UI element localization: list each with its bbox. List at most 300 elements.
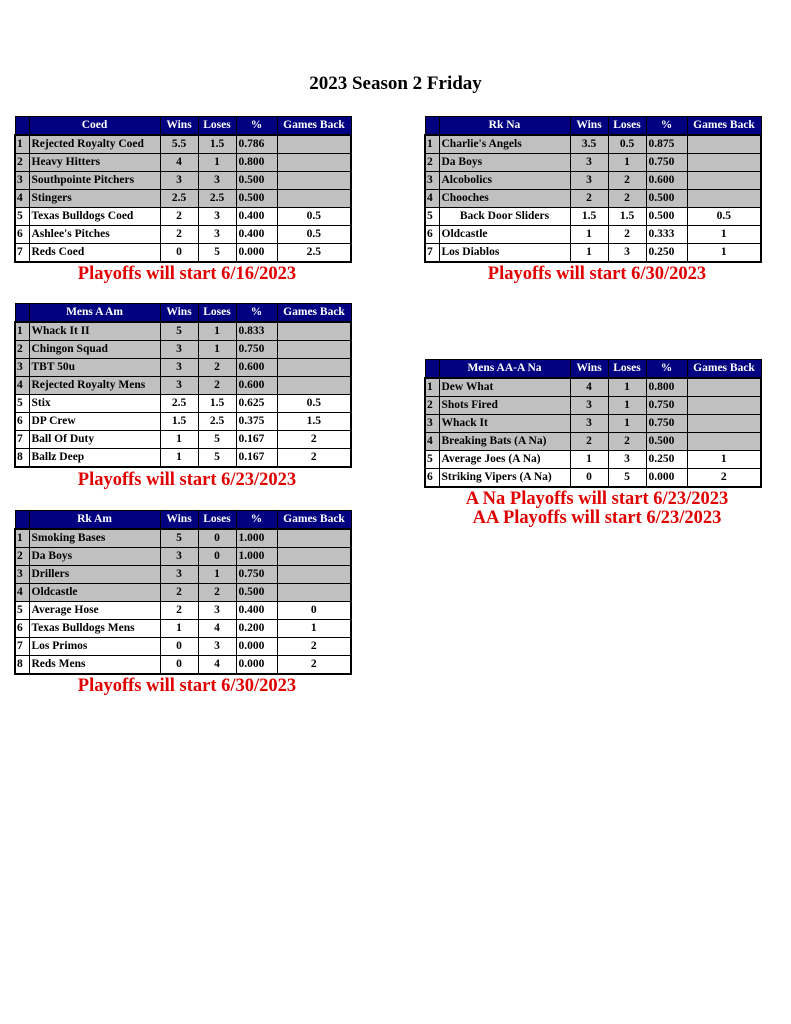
table-row	[425, 397, 761, 415]
rank-cell: 6	[15, 226, 29, 244]
column-header: Coed	[29, 117, 160, 136]
pct-cell: 0.600	[236, 359, 277, 377]
pct-cell: 0.500	[646, 433, 687, 451]
games-back-cell	[277, 341, 351, 359]
table-row	[425, 172, 761, 190]
rank-cell: 3	[425, 415, 439, 433]
games-back-cell	[277, 135, 351, 154]
team-cell: Los Diablos	[439, 244, 570, 263]
pct-cell: 0.000	[236, 244, 277, 263]
pct-cell: 0.500	[646, 208, 687, 226]
team-cell: Reds Coed	[29, 244, 160, 263]
team-cell: TBT 50u	[29, 359, 160, 377]
wins-cell: 3	[570, 154, 608, 172]
wins-cell: 0	[160, 638, 198, 656]
rank-cell: 1	[15, 529, 29, 548]
team-cell: Ball Of Duty	[29, 431, 160, 449]
column-header: Loses	[608, 360, 646, 379]
games-back-cell	[687, 397, 761, 415]
team-cell: Charlie's Angels	[439, 135, 570, 154]
loses-cell: 1.5	[198, 135, 236, 154]
loses-cell: 0	[198, 548, 236, 566]
games-back-cell	[277, 172, 351, 190]
wins-cell: 1	[570, 226, 608, 244]
mens-aa-a-na-standings-table	[424, 359, 762, 488]
rank-cell: 1	[425, 135, 439, 154]
wins-cell: 0	[160, 244, 198, 263]
aa-playoffs-note: AA Playoffs will start 6/23/2023	[472, 508, 722, 528]
games-back-cell: 1	[277, 620, 351, 638]
mens-a-am-playoffs-note: Playoffs will start 6/23/2023	[77, 470, 297, 490]
rank-cell: 2	[15, 548, 29, 566]
team-cell: Average Joes (A Na)	[439, 451, 570, 469]
rank-cell: 5	[15, 395, 29, 413]
loses-cell: 5	[608, 469, 646, 488]
rank-cell: 1	[425, 378, 439, 397]
loses-cell: 1	[608, 378, 646, 397]
loses-cell: 2	[198, 377, 236, 395]
coed-playoffs-note: Playoffs will start 6/16/2023	[77, 264, 297, 284]
pct-cell: 0.500	[236, 172, 277, 190]
games-back-cell	[277, 190, 351, 208]
rank-cell: 4	[425, 190, 439, 208]
pct-cell: 0.500	[236, 584, 277, 602]
games-back-cell: 0.5	[277, 226, 351, 244]
column-header: Loses	[198, 117, 236, 136]
team-cell: Texas Bulldogs Mens	[29, 620, 160, 638]
wins-cell: 2	[160, 602, 198, 620]
header-row	[15, 511, 351, 530]
table-row	[15, 638, 351, 656]
wins-cell: 1	[160, 620, 198, 638]
loses-cell: 4	[198, 620, 236, 638]
games-back-cell	[277, 566, 351, 584]
column-header: Wins	[570, 360, 608, 379]
rank-cell: 3	[15, 566, 29, 584]
header-row	[425, 360, 761, 379]
loses-cell: 1	[198, 341, 236, 359]
header-row	[425, 117, 761, 136]
wins-cell: 3	[570, 172, 608, 190]
games-back-cell	[687, 378, 761, 397]
column-header: Wins	[160, 511, 198, 530]
loses-cell: 2	[608, 433, 646, 451]
games-back-cell: 1	[687, 451, 761, 469]
team-cell: Oldcastle	[29, 584, 160, 602]
team-cell: Los Primos	[29, 638, 160, 656]
team-cell: Stingers	[29, 190, 160, 208]
wins-cell: 3	[570, 397, 608, 415]
table-row	[15, 154, 351, 172]
team-cell: Chingon Squad	[29, 341, 160, 359]
team-cell: DP Crew	[29, 413, 160, 431]
loses-cell: 2	[198, 359, 236, 377]
table-row	[15, 656, 351, 675]
pct-cell: 0.750	[646, 154, 687, 172]
table-row	[15, 431, 351, 449]
column-header: Rk Am	[29, 511, 160, 530]
table-row	[425, 190, 761, 208]
rank-cell: 3	[425, 172, 439, 190]
table-row	[15, 244, 351, 263]
team-cell: Heavy Hitters	[29, 154, 160, 172]
loses-cell: 1.5	[198, 395, 236, 413]
table-row	[15, 566, 351, 584]
rank-cell: 4	[425, 433, 439, 451]
rank-cell: 1	[15, 135, 29, 154]
games-back-cell: 2	[687, 469, 761, 488]
loses-cell: 2.5	[198, 413, 236, 431]
wins-cell: 2.5	[160, 395, 198, 413]
wins-cell: 1	[160, 431, 198, 449]
wins-cell: 5	[160, 322, 198, 341]
rank-cell: 3	[15, 172, 29, 190]
games-back-cell	[687, 135, 761, 154]
rank-cell: 2	[425, 154, 439, 172]
loses-cell: 1	[608, 397, 646, 415]
wins-cell: 4	[570, 378, 608, 397]
team-cell: Dew What	[439, 378, 570, 397]
table-row	[15, 449, 351, 468]
wins-cell: 1	[570, 244, 608, 263]
rank-cell: 8	[15, 656, 29, 675]
team-cell: Alcobolics	[439, 172, 570, 190]
pct-cell: 0.750	[236, 341, 277, 359]
rank-cell: 5	[425, 451, 439, 469]
pct-cell: 0.750	[646, 415, 687, 433]
games-back-cell: 1.5	[277, 413, 351, 431]
pct-cell: 0.500	[646, 190, 687, 208]
column-header: Games Back	[687, 360, 761, 379]
games-back-cell	[277, 154, 351, 172]
games-back-cell: 0.5	[277, 208, 351, 226]
team-cell: Back Door Sliders	[439, 208, 570, 226]
wins-cell: 3.5	[570, 135, 608, 154]
wins-cell: 1.5	[570, 208, 608, 226]
pct-cell: 0.375	[236, 413, 277, 431]
rank-cell: 6	[425, 469, 439, 488]
wins-cell: 2	[570, 190, 608, 208]
table-row	[15, 322, 351, 341]
rank-cell: 2	[15, 341, 29, 359]
team-cell: Shots Fired	[439, 397, 570, 415]
pct-cell: 0.000	[236, 656, 277, 675]
games-back-cell: 0	[277, 602, 351, 620]
rank-cell: 1	[15, 322, 29, 341]
pct-cell: 0.333	[646, 226, 687, 244]
column-header: Mens AA-A Na	[439, 360, 570, 379]
pct-cell: 0.750	[646, 397, 687, 415]
wins-cell: 1.5	[160, 413, 198, 431]
table-row	[425, 378, 761, 397]
pct-cell: 0.400	[236, 208, 277, 226]
pct-cell: 1.000	[236, 529, 277, 548]
column-header: Wins	[570, 117, 608, 136]
rank-cell: 5	[15, 602, 29, 620]
loses-cell: 1	[608, 415, 646, 433]
games-back-cell	[687, 172, 761, 190]
a-na-playoffs-note: A Na Playoffs will start 6/23/2023	[465, 489, 729, 509]
loses-cell: 1	[198, 154, 236, 172]
games-back-cell: 2	[277, 431, 351, 449]
wins-cell: 4	[160, 154, 198, 172]
table-row	[15, 529, 351, 548]
pct-cell: 0.400	[236, 226, 277, 244]
column-header: Loses	[198, 511, 236, 530]
table-row	[15, 172, 351, 190]
column-header: Rk Na	[439, 117, 570, 136]
table-row	[15, 602, 351, 620]
column-header: Mens A Am	[29, 304, 160, 323]
table-row	[15, 584, 351, 602]
column-header: Games Back	[277, 511, 351, 530]
wins-cell: 1	[570, 451, 608, 469]
standings-grid	[14, 303, 352, 468]
pct-cell: 0.800	[236, 154, 277, 172]
games-back-cell	[277, 548, 351, 566]
wins-cell: 2.5	[160, 190, 198, 208]
team-cell: Rejected Royalty Mens	[29, 377, 160, 395]
rk-am-standings-table	[14, 510, 352, 675]
games-back-cell	[277, 377, 351, 395]
pct-cell: 0.500	[236, 190, 277, 208]
pct-cell: 0.833	[236, 322, 277, 341]
column-header: %	[236, 304, 277, 323]
column-header: Games Back	[277, 117, 351, 136]
games-back-cell	[687, 154, 761, 172]
games-back-cell	[687, 433, 761, 451]
column-header	[15, 304, 29, 323]
table-row	[15, 208, 351, 226]
standings-grid	[14, 116, 352, 263]
pct-cell: 0.600	[236, 377, 277, 395]
games-back-cell: 0.5	[687, 208, 761, 226]
table-row	[425, 469, 761, 488]
column-header	[425, 117, 439, 136]
table-row	[15, 359, 351, 377]
team-cell: Whack It II	[29, 322, 160, 341]
loses-cell: 1	[198, 322, 236, 341]
table-row	[425, 415, 761, 433]
header-row	[15, 117, 351, 136]
header-row	[15, 304, 351, 323]
games-back-cell: 2	[277, 449, 351, 468]
pct-cell: 0.750	[236, 566, 277, 584]
team-cell: Southpointe Pitchers	[29, 172, 160, 190]
loses-cell: 3	[198, 638, 236, 656]
team-cell: Ashlee's Pitches	[29, 226, 160, 244]
pct-cell: 0.600	[646, 172, 687, 190]
loses-cell: 4	[198, 656, 236, 675]
rank-cell: 8	[15, 449, 29, 468]
rk-na-standings-table	[424, 116, 762, 263]
team-cell: Striking Vipers (A Na)	[439, 469, 570, 488]
games-back-cell: 2.5	[277, 244, 351, 263]
table-row	[15, 135, 351, 154]
column-header: %	[646, 360, 687, 379]
table-row	[425, 244, 761, 263]
team-cell: Breaking Bats (A Na)	[439, 433, 570, 451]
table-row	[425, 154, 761, 172]
team-cell: Stix	[29, 395, 160, 413]
loses-cell: 5	[198, 431, 236, 449]
standings-grid	[14, 510, 352, 675]
rank-cell: 4	[15, 190, 29, 208]
rank-cell: 2	[425, 397, 439, 415]
wins-cell: 5	[160, 529, 198, 548]
team-cell: Da Boys	[29, 548, 160, 566]
team-cell: Average Hose	[29, 602, 160, 620]
table-row	[425, 451, 761, 469]
column-header: %	[236, 117, 277, 136]
rank-cell: 6	[425, 226, 439, 244]
team-cell: Rejected Royalty Coed	[29, 135, 160, 154]
games-back-cell: 1	[687, 226, 761, 244]
wins-cell: 1	[160, 449, 198, 468]
column-header	[425, 360, 439, 379]
rank-cell: 2	[15, 154, 29, 172]
team-cell: Ballz Deep	[29, 449, 160, 468]
loses-cell: 3	[608, 244, 646, 263]
wins-cell: 3	[160, 377, 198, 395]
games-back-cell	[277, 322, 351, 341]
rank-cell: 4	[15, 377, 29, 395]
pct-cell: 1.000	[236, 548, 277, 566]
wins-cell: 3	[160, 566, 198, 584]
column-header: Games Back	[277, 304, 351, 323]
rk-am-playoffs-note: Playoffs will start 6/30/2023	[77, 676, 297, 696]
column-header	[15, 511, 29, 530]
pct-cell: 0.000	[236, 638, 277, 656]
wins-cell: 3	[160, 548, 198, 566]
rank-cell: 5	[15, 208, 29, 226]
wins-cell: 0	[160, 656, 198, 675]
wins-cell: 3	[570, 415, 608, 433]
team-cell: Whack It	[439, 415, 570, 433]
loses-cell: 2	[608, 172, 646, 190]
games-back-cell: 1	[687, 244, 761, 263]
table-row	[15, 413, 351, 431]
pct-cell: 0.200	[236, 620, 277, 638]
loses-cell: 3	[198, 208, 236, 226]
loses-cell: 3	[198, 172, 236, 190]
team-cell: Drillers	[29, 566, 160, 584]
team-cell: Smoking Bases	[29, 529, 160, 548]
wins-cell: 3	[160, 359, 198, 377]
column-header: Games Back	[687, 117, 761, 136]
rank-cell: 7	[15, 638, 29, 656]
column-header: %	[236, 511, 277, 530]
column-header: %	[646, 117, 687, 136]
coed-standings-table	[14, 116, 352, 263]
column-header	[15, 117, 29, 136]
loses-cell: 1.5	[608, 208, 646, 226]
wins-cell: 2	[570, 433, 608, 451]
loses-cell: 2	[608, 190, 646, 208]
pct-cell: 0.800	[646, 378, 687, 397]
wins-cell: 3	[160, 172, 198, 190]
team-cell: Texas Bulldogs Coed	[29, 208, 160, 226]
pct-cell: 0.167	[236, 431, 277, 449]
loses-cell: 2	[608, 226, 646, 244]
loses-cell: 1	[198, 566, 236, 584]
games-back-cell: 0.5	[277, 395, 351, 413]
loses-cell: 2.5	[198, 190, 236, 208]
loses-cell: 5	[198, 244, 236, 263]
wins-cell: 2	[160, 208, 198, 226]
pct-cell: 0.625	[236, 395, 277, 413]
rank-cell: 6	[15, 620, 29, 638]
rank-cell: 3	[15, 359, 29, 377]
loses-cell: 2	[198, 584, 236, 602]
wins-cell: 5.5	[160, 135, 198, 154]
table-row	[15, 341, 351, 359]
loses-cell: 3	[198, 226, 236, 244]
standings-grid	[424, 116, 762, 263]
rk-na-playoffs-note: Playoffs will start 6/30/2023	[487, 264, 707, 284]
loses-cell: 3	[198, 602, 236, 620]
rank-cell: 7	[425, 244, 439, 263]
pct-cell: 0.167	[236, 449, 277, 468]
pct-cell: 0.400	[236, 602, 277, 620]
rank-cell: 7	[15, 431, 29, 449]
games-back-cell: 2	[277, 638, 351, 656]
loses-cell: 3	[608, 451, 646, 469]
pct-cell: 0.875	[646, 135, 687, 154]
table-row	[425, 135, 761, 154]
table-row	[425, 433, 761, 451]
pct-cell: 0.250	[646, 244, 687, 263]
pct-cell: 0.786	[236, 135, 277, 154]
column-header: Loses	[198, 304, 236, 323]
team-cell: Chooches	[439, 190, 570, 208]
wins-cell: 0	[570, 469, 608, 488]
table-row	[425, 208, 761, 226]
table-row	[15, 395, 351, 413]
wins-cell: 2	[160, 584, 198, 602]
loses-cell: 1	[608, 154, 646, 172]
wins-cell: 3	[160, 341, 198, 359]
pct-cell: 0.250	[646, 451, 687, 469]
standings-grid	[424, 359, 762, 488]
games-back-cell: 2	[277, 656, 351, 675]
table-row	[15, 190, 351, 208]
rank-cell: 7	[15, 244, 29, 263]
pct-cell: 0.000	[646, 469, 687, 488]
rank-cell: 6	[15, 413, 29, 431]
games-back-cell	[277, 584, 351, 602]
team-cell: Da Boys	[439, 154, 570, 172]
team-cell: Oldcastle	[439, 226, 570, 244]
wins-cell: 2	[160, 226, 198, 244]
games-back-cell	[687, 190, 761, 208]
loses-cell: 0.5	[608, 135, 646, 154]
rank-cell: 4	[15, 584, 29, 602]
loses-cell: 0	[198, 529, 236, 548]
table-row	[15, 377, 351, 395]
page-title: 2023 Season 2 Friday	[309, 73, 482, 94]
games-back-cell	[277, 529, 351, 548]
table-row	[425, 226, 761, 244]
games-back-cell	[277, 359, 351, 377]
column-header: Loses	[608, 117, 646, 136]
column-header: Wins	[160, 117, 198, 136]
rank-cell: 5	[425, 208, 439, 226]
team-cell: Reds Mens	[29, 656, 160, 675]
mens-a-am-standings-table	[14, 303, 352, 468]
column-header: Wins	[160, 304, 198, 323]
games-back-cell	[687, 415, 761, 433]
